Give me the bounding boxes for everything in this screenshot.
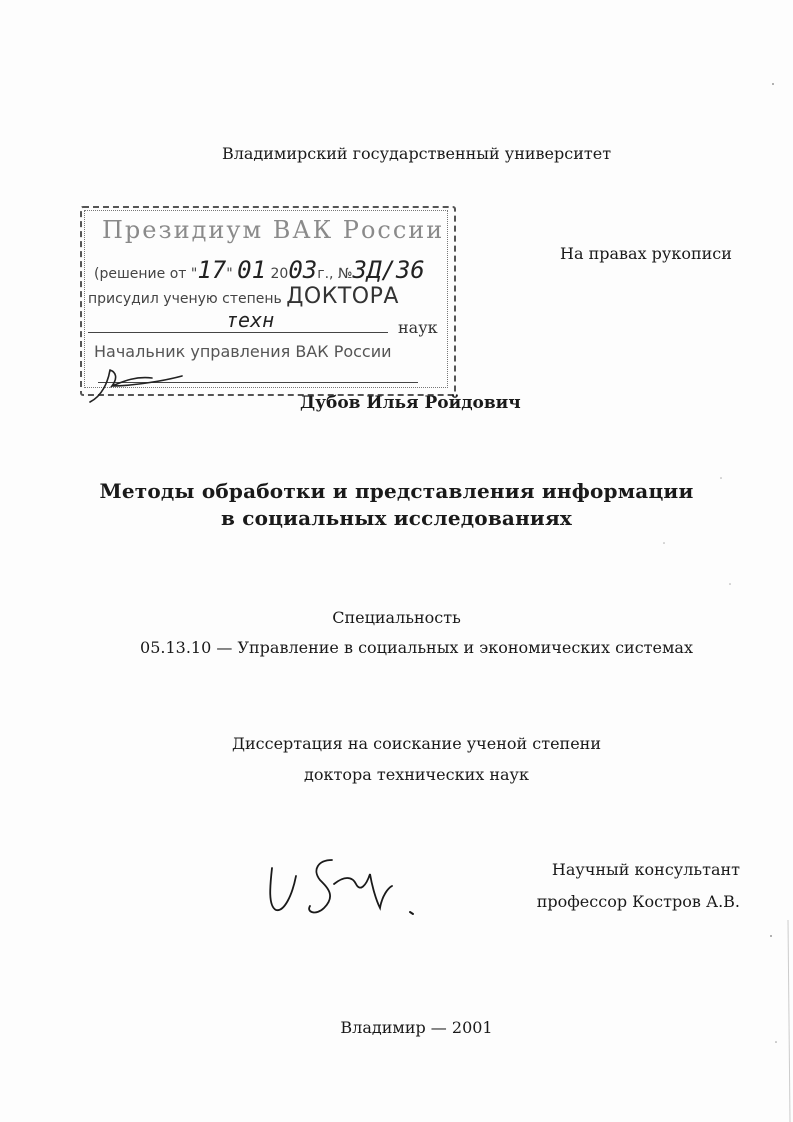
stamp-field-value: техн [226, 308, 275, 332]
city-year: Владимир — 2001 [340, 1018, 493, 1037]
stamp-decision-sep: " [226, 266, 233, 282]
dissertation-title [0, 478, 793, 532]
author-signature [262, 846, 432, 926]
consultant-name: профессор Костров А.В. [536, 892, 740, 911]
stamp-decision-day: 17 [197, 256, 227, 284]
university-name: Владимирский государственный университет [221, 144, 612, 163]
stamp-decision-year-prefix: 20 [270, 266, 289, 282]
consultant-label: Научный консультант [551, 860, 740, 879]
stamp-degree [88, 284, 399, 309]
dissertation-degree-line-2: доктора технических наук [304, 765, 529, 784]
stamp-decision-number: 3Д/36 [352, 256, 425, 284]
stamp-head-title: Начальник управления ВАК России [94, 342, 392, 361]
stamp-decision-year: 03 [288, 256, 318, 284]
scientific-consultant [520, 854, 740, 918]
specialty-code: 05.13.10 — Управление в социальных и экономических системах [140, 638, 693, 657]
vak-stamp [80, 206, 456, 396]
dissertation-degree-line-1: Диссертация на соискание ученой степени [231, 734, 601, 753]
stamp-title: Президиум ВАК России [102, 216, 445, 244]
stamp-field-suffix: наук [398, 318, 438, 337]
stamp-signature [82, 356, 202, 406]
stamp-field-line [88, 332, 388, 333]
title-line-1: Методы обработки и представления информации [99, 479, 694, 503]
stamp-degree-value: ДОКТОРА [286, 284, 399, 309]
stamp-decision-suffix: г., № [317, 266, 353, 282]
specialty-label: Специальность [332, 608, 461, 627]
title-line-2: в социальных исследованиях [220, 506, 573, 530]
stamp-degree-prefix: присудил ученую степень [88, 291, 282, 307]
author-name: Дубов Илья Ройдович [300, 393, 521, 413]
manuscript-note: На правах рукописи [560, 244, 732, 263]
stamp-decision [94, 256, 425, 284]
stamp-decision-month: 01 [237, 256, 267, 284]
stamp-decision-prefix: (решение от " [94, 266, 198, 282]
